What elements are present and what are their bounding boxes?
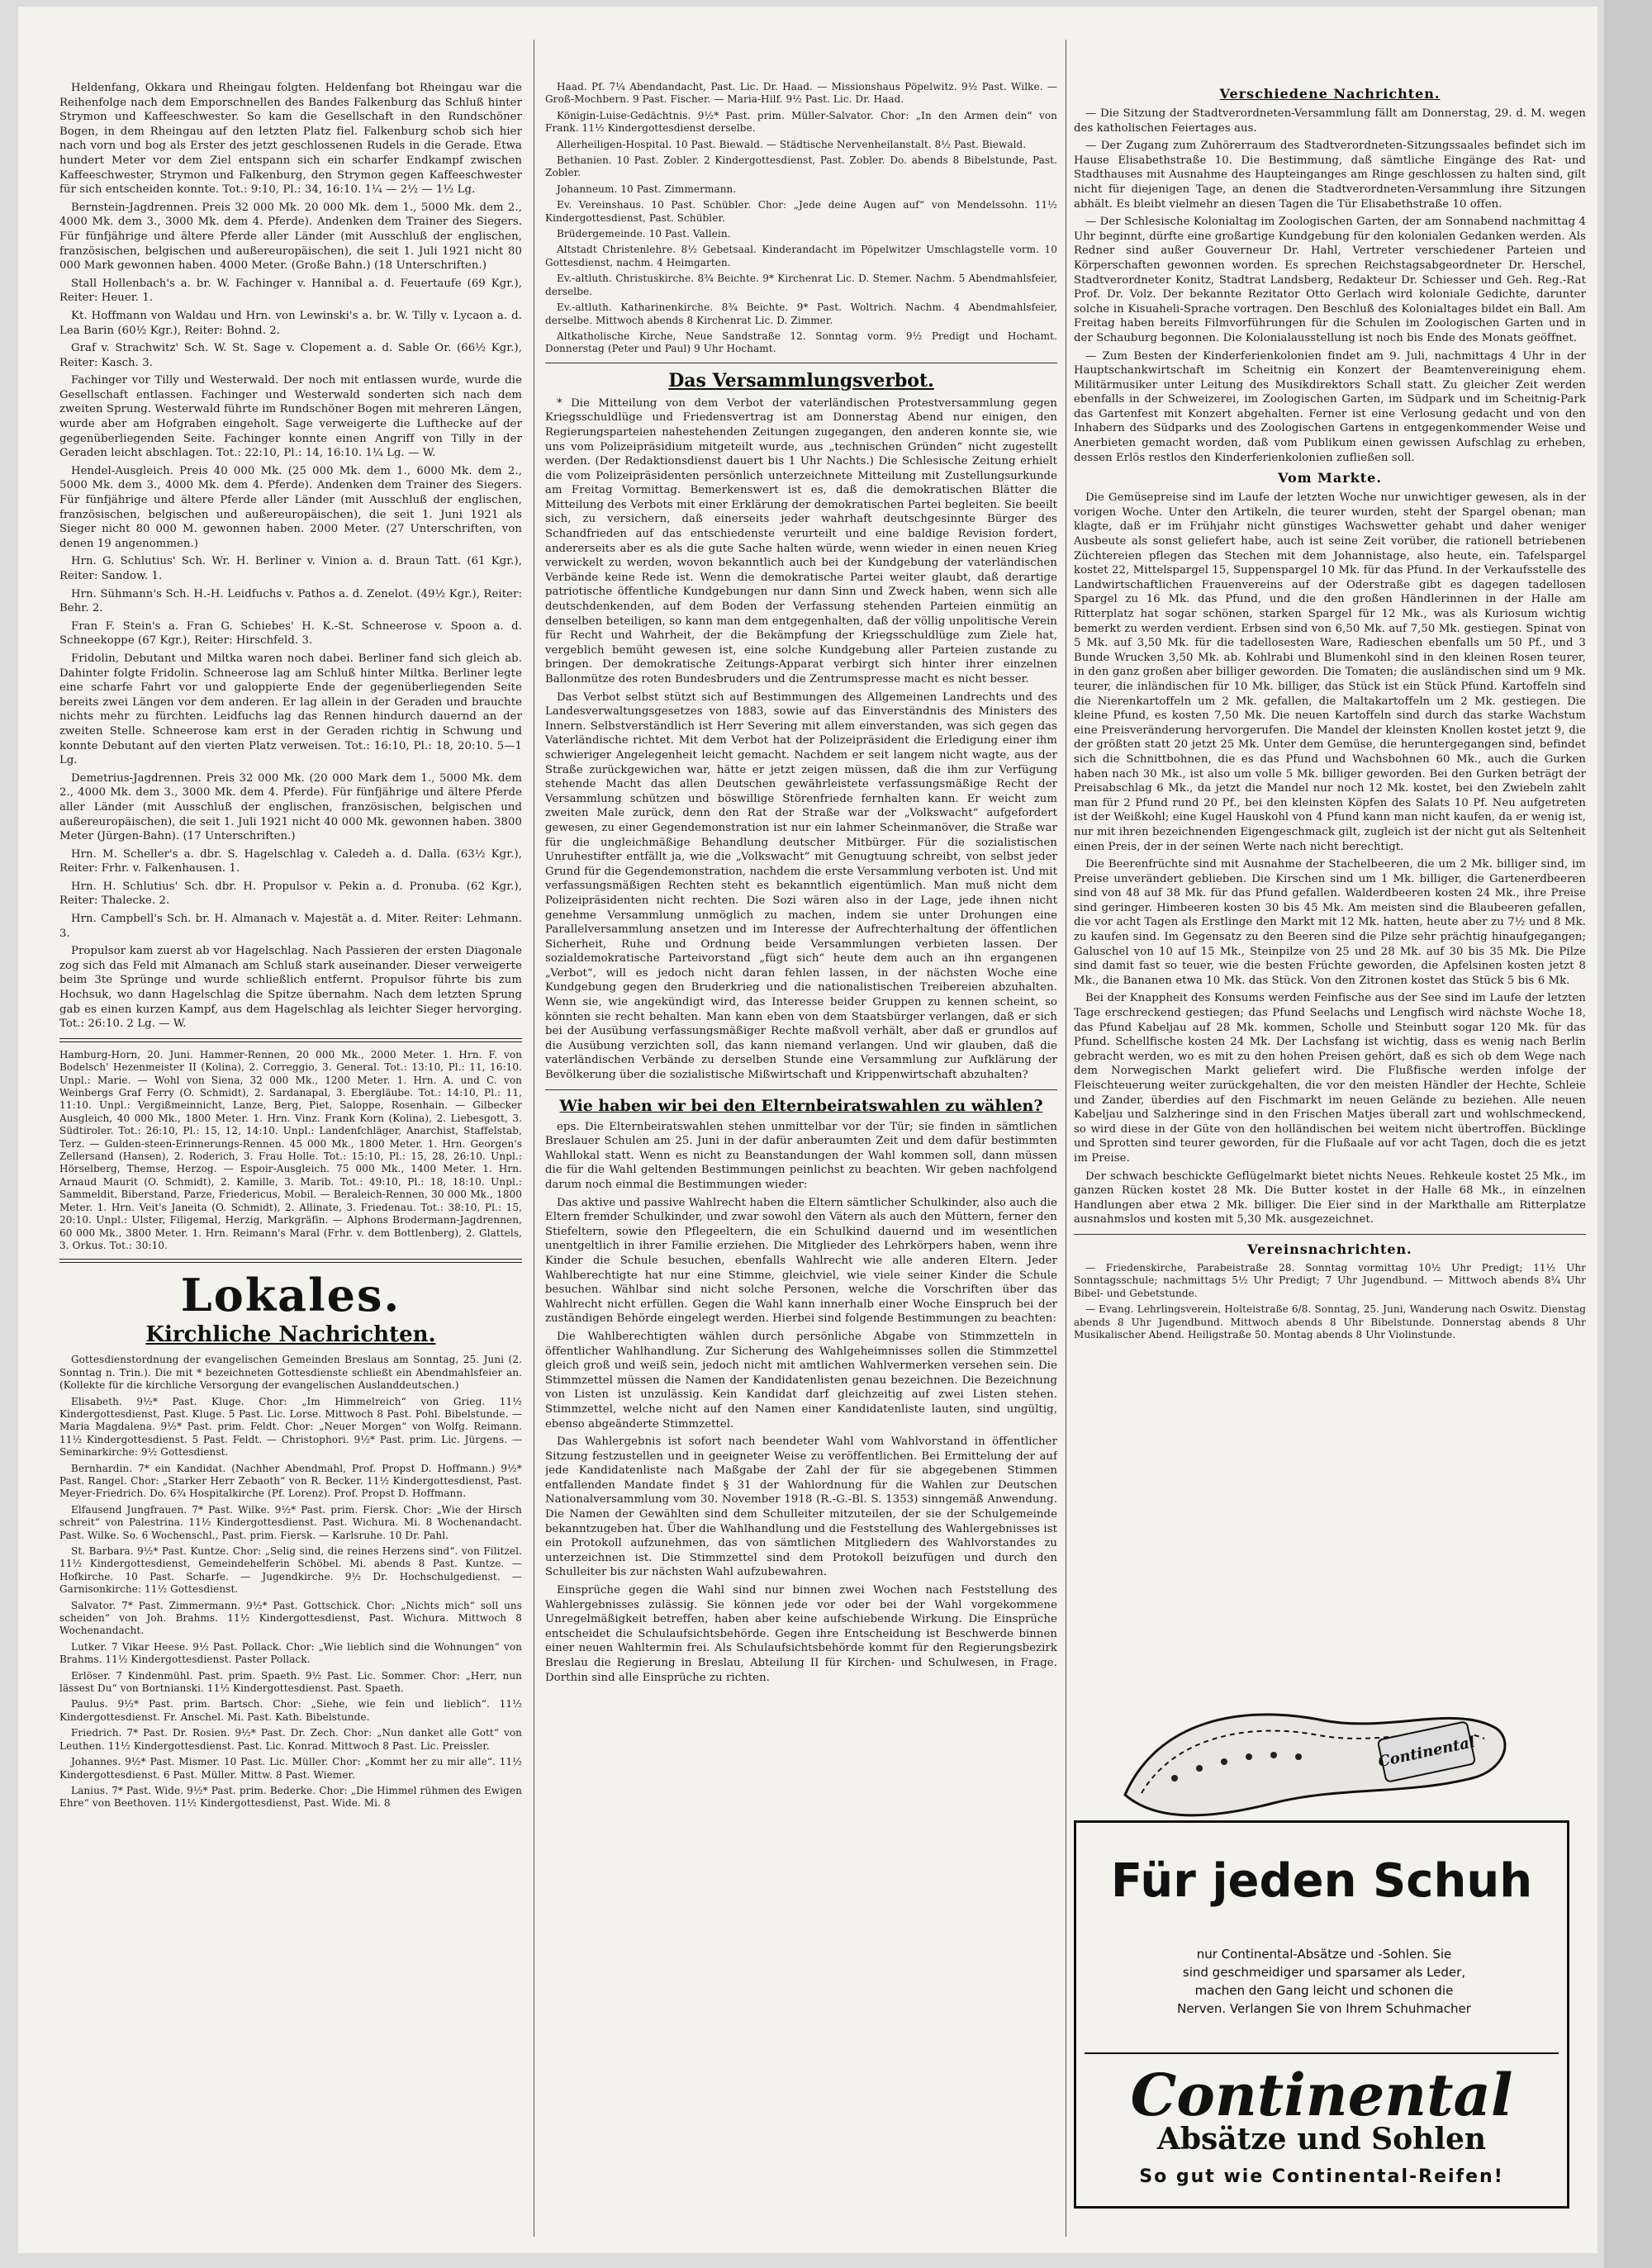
ad-text-line: Nerven. Verlangen Sie von Ihrem Schuhmacher xyxy=(1177,2001,1471,2016)
paragraph: Elisabeth. 9½* Past. Kluge. Chor: „Im Himmelreich“ von Grieg. 11½ Kindergottesdienst, Past. Kluge. 5 Past. Lic. Lorse. Mittwoch 8 Past. Pohl. Bibelstunde. — Maria Magdalena. 9½* Past. prim. Feldt. Chor: „Neuer Morgen“ von Wolfg. Reimann. 11½ Kindergottesdienst. 5 Past. Feldt. — Christophori. 9½* Past. prim. Lic. Jürgens. — Seminarkirche: 9½ Gottesdienst. xyxy=(59,1395,522,1459)
versammlungsverbot-article xyxy=(545,396,1057,1083)
kirchliche-nachrichten-heading: Kirchliche Nachrichten. xyxy=(145,1322,436,1348)
elternbeirat-article xyxy=(545,1120,1057,1686)
paragraph: Johannes. 9½* Past. Mismer. 10 Past. Lic. Müller. Chor: „Kommt her zu mir alle“. 11½ Kindergottesdienst. 6 Past. Müller. Mittw. 8 Past. Wiemer. xyxy=(59,1756,522,1781)
paragraph: Ev.-altluth. Katharinenkirche. 8¾ Beichte. 9* Past. Woltrich. Nachm. 4 Abendmahlsfeier, derselbe. Mittwoch abends 8 Kirchenrat Lic. D. Zimmer. xyxy=(545,301,1057,326)
church-notices-continued xyxy=(545,81,1057,356)
paragraph: Ev.-altluth. Christuskirche. 8¾ Beichte. 9* Kirchenrat Lic. D. Stemer. Nachm. 5 Abendmahlsfeier, derselbe. xyxy=(545,273,1057,297)
paragraph: — Zum Besten der Kinderferienkolonien findet am 9. Juli, nachmittags 4 Uhr in der Hauptschankwirtschaft im Scheitnig ein Konzert der Beamtenvereinigung ehem. Militärmusiker unter Leitung des Musikdirektors Schall statt. Zu gleicher Zeit werden ebenfalls in der Schweizerei, im Zoologischen Garten, im Südpark und im Scheitnig-Park das Gartenfest mit Konzert abgehalten. Ferner ist eine Verlosung gedacht und von den Inhabern des Südparks und des Zoologischen Gartens in entgegenkommender Weise und Anerbieten gemacht worden, daß vom Publikum einen gewissen Aufschlag zu erheben, dessen Erlös restlos den Kinderferienkolonien zufließen soll. xyxy=(1074,349,1586,464)
paragraph: Hrn. Campbell's Sch. br. H. Almanach v. Majestät a. d. Miter. Reiter: Lehmann. 3. xyxy=(59,913,522,940)
paragraph: Fachinger vor Tilly und Westerwald. Der noch mit entlassen wurde, wurde die Gesellschaft entlassen. Fachinger und Westerwald sonderten sich nach dem zweiten Sprung. Westerwald führte im Rundschöner Bogen mit mehreren Längen, wurde aber am Hofgraben eingeholt. Sage verweigerte die Lufthecke auf der gegenüberliegenden Seite. Fachinger konnte einen Angriff von Tilly in der Geraden leicht abschlagen. Tot.: 22:10, Pl.: 14, 16:10. 1¼ Lg. — W. xyxy=(59,374,522,460)
racing-results-hamburg xyxy=(59,1049,522,1253)
paragraph: Gottesdienstordnung der evangelischen Gemeinden Breslaus am Sonntag, 25. Juni (2. Sonntag n. Trin.). Die mit * bezeichneten Gottesdienste schließt ein Abendmahlsfeier an. (Kollekte für die kirchliche Versorgung der evangelischen Auslanddeutschen.) xyxy=(59,1354,522,1392)
paragraph: * Die Mitteilung von dem Verbot der vaterländischen Protestversammlung gegen Kriegsschuldlüge und Friedensvertrag ist am Donnerstag Abend nur einigen, den Regierungsparteien nahestehenden Zeitungen zugegangen, den anderen konnte sie, wie uns vom Polizeipräsidium mitgeteilt wurde, aus „technischen Gründen“ nicht zugestellt werden. (Der Redaktionsdienst dauert bis 1 Uhr Nachts.) Die Schlesische Zeitung erhielt die vom Polizeipräsidenten persönlich unterzeichnete Mitteilung mit Zustellungsurkunde am Freitag Vormittag. Bemerkenswert ist es, daß die demokratischen Blätter die Mitteilung des Verbots mit einer Erklärung der demokratischen Partei begleiten. Sie beeilt sich, zu versichern, daß einerseits jeder wahrhaft deutschgesinnte Bürger des Schandfrieden auf das entschiedenste verurteilt und eine baldige Revision fordert, andererseits aber es als die gute Sache halten würde, wenn wieder in einen neuen Krieg verwickelt zu werden, wovon bekanntlich auch bei der Kundgebung der vaterländischen Verbände keine Rede ist. Wenn die demokratische Partei weiter glaubt, daß derartige patriotische öffentliche Kundgebungen nur dann Sinn und Zweck haben, wenn sich alle deutschdenkenden, auf dem Boden der Verfassung stehenden Parteien einmütig an denselben beteiligen, so kann man dem entgegenhalten, daß der völlig unpolitische Verein für Recht und Wahrheit, der die Bekämpfung der Kriegsschuldlüge zum Ziele hat, vergeblich bemüht gewesen ist, eine solche Kundgebung aller Parteien zustande zu bringen. Der demokratische Zeitungs-Apparat verbirgt sich hinter ihrer einzelnen Ballonmütze des roten Bundesbruders und die Zentrumspresse macht es nicht besser. xyxy=(545,396,1057,686)
paragraph: Allerheiligen-Hospital. 10 Past. Biewald. — Städtische Nervenheilanstalt. 8½ Past. Biewald. xyxy=(557,138,1027,150)
lokales-heading: Lokales. xyxy=(180,1269,401,1322)
paragraph: Graf v. Strachwitz' Sch. W. St. Sage v. Clopement a. d. Sable Or. (66½ Kgr.), Reiter: Kasch. 3. xyxy=(59,342,522,369)
paragraph: Hrn. M. Scheller's a. dbr. S. Hagelschlag v. Caledeh a. d. Dalla. (63½ Kgr.), Reiter: Frhr. v. Falkenhausen. 1. xyxy=(59,847,522,875)
paragraph: Bei der Knappheit des Konsums werden Feinfische aus der See sind im Laufe der letzten Tage erschreckend gestiegen; das Pfund Seelachs und Lengfisch wird nächste Woche 18, das Pfund Kabeljau auf 28 Mk. kommen, Scholle und Steinbutt sogar 120 Mk. für das Pfund. Schellfische kosten 24 Mk. Der Lachsfang ist wichtig, dass es wenig nach Berlin gebracht werden, wo es mit zu den hohen Preisen gehört, daß es sich ob dem Wege nach dem Norwegischen Markt geliefert wird. Die Flußfische werden infolge der Fleischteuerung weiter zurückgehalten, die vor den meisten Händler der Hechte, Schleie und Zander, überdies auf den Fischmarkt im neuen Gelände zu beziehen. Alle neuen Kabeljau und Salzheringe sind in den Frischen Matjes überall zart und wohlschmeckend, so wird diese in der Güte von den holländischen bei weitem nicht übertroffen. Bücklinge und Sprotten sind teurer geworden, für die Flußaale auf vor acht Tagen, doch die es jetzt im Preise. xyxy=(1074,992,1586,1165)
shoe-sole-illustration xyxy=(1108,1671,1521,1836)
column-2 xyxy=(545,81,1057,2237)
ad-text-line: nur Continental-Absätze und -Sohlen. Sie xyxy=(1196,1947,1452,1962)
verschiedene-nachrichten-heading: Verschiedene Nachrichten. xyxy=(1219,86,1441,102)
paragraph: — Friedenskirche, Parabeistraße 28. Sonntag vormittag 10½ Uhr Predigt; 11½ Uhr Sonntagsschule; nachmittags 5½ Uhr Predigt; 7 Uhr Jugendbund. — Mittwoch abends 8¼ Uhr Bibel- und Gebetstunde. xyxy=(1074,1261,1586,1299)
paragraph: — Der Zugang zum Zuhörerraum des Stadtverordneten-Sitzungssaales befindet sich im Hause Elisabethstraße 10. Die Bestimmung, daß sämtliche Eingänge des Rat- und Stadthauses mit Ausnahme des Haupteinganges am Ringe geschlossen zu halten sind, gilt nicht für diejenigen Tage, an denen die Stadtverordneten-Versammlung ihre Sitzungen abhält. Es bleibt vielmehr an diesen Tagen die Tür Elisabethstraße 10 offen. xyxy=(1074,140,1586,211)
ad-slogan: So gut wie Continental-Reifen! xyxy=(1139,2166,1504,2187)
paragraph: Stall Hollenbach's a. br. W. Fachinger v. Hannibal a. d. Feuertaufe (69 Kgr.), Reiter: Heuer. 1. xyxy=(59,277,522,305)
paragraph: Lutker. 7 Vikar Heese. 9½ Past. Pollack. Chor: „Wie lieblich sind die Wohnungen“ von Brahms. 11½ Kindergottesdienst. Paster Pollack. xyxy=(59,1640,522,1666)
paragraph: Altkatholische Kirche, Neue Sandstraße 12. Sonntag vorm. 9½ Predigt und Hochamt. Donnerstag (Peter und Paul) 9 Uhr Hochamt. xyxy=(545,330,1057,355)
paragraph: Salvator. 7* Past. Zimmermann. 9½* Past. Gottschick. Chor: „Nichts mich“ soll uns scheiden“ von Joh. Brahms. 11½ Kindergottesdienst, Past. Wichura. Mittwoch 8 Wochenandacht. xyxy=(59,1599,522,1637)
paragraph: Hendel-Ausgleich. Preis 40 000 Mk. (25 000 Mk. dem 1., 6000 Mk. dem 2., 5000 Mk. dem 3., 4000 Mk. dem 4. Pferde). Andenken dem Trainer des Siegers. Für fünfjährige und ältere Pferde aller Länder (mit Ausschluß der englischen, französischen, belgischen und außereuropäischen), die seit 1. Juni 1921 als Sieger nicht 80 000 M. gewonnen haben. 2000 Meter. (27 Unterschriften, von denen 19 angenommen.) xyxy=(59,464,522,550)
paragraph: Hrn. H. Schlutius' Sch. dbr. H. Propulsor v. Pekin a. d. Pronuba. (62 Kgr.), Reiter: Thalecke. 2. xyxy=(59,880,522,908)
paragraph: Heldenfang, Okkara und Rheingau folgten. Heldenfang bot Rheingau war die Reihenfolge nach dem Emporschnellen des Bandes Falkenburg das Schluß hinter Strymon und Kaffeeschwester. So kam die Gesellschaft in den Rundschöner Bogen, in dem Rheingau auf den letzten Platz fiel. Falkenburg schob sich hier nach vorn und bog als Erster des jetzt geschlossenen Rudels in die Gerade. Etwa hundert Meter vor dem Ziel entspann sich ein scharfer Endkampf zwischen Kaffeeschwester, Strymon und Falkenburg, den Strymon gegen Kaffeeschwester für sich entscheiden konnte. Tot.: 9:10, Pl.: 34, 16:10. 1¼ — 2½ — 1½ Lg. xyxy=(59,82,522,197)
paragraph: Elfausend Jungfrauen. 7* Past. Wilke. 9½* Past. prim. Fiersk. Chor: „Wie der Hirsch schreit“ von Palestrina. 11½ Kindergottesdienst. Past. Wichura. Mi. 8 Wochenandacht. Past. Wilke. So. 6 Wochenschl., Past. prim. Fiersk. — Karlsruhe. 10 Dr. Pahl. xyxy=(59,1503,522,1541)
paragraph: Bernstein-Jagdrennen. Preis 32 000 Mk. 20 000 Mk. dem 1., 5000 Mk. dem 2., 4000 Mk. dem 3., 3000 Mk. dem 4. Pferde). Andenken dem Trainer des Siegers. Für fünfjährige und ältere Pferde aller Länder (mit Ausschluß der englischen, französischen, belgischen und außereuropäischen), die seit 1. Juli 1921 nicht 80 000 Mark gewonnen haben. 4000 Meter. (Große Bahn.) (18 Unterschriften.) xyxy=(59,201,522,273)
racing-results-top xyxy=(59,81,522,1032)
separator xyxy=(545,1089,1057,1090)
paragraph: Johanneum. 10 Past. Zimmermann. xyxy=(557,183,737,195)
separator xyxy=(59,1259,522,1263)
column-1 xyxy=(59,81,522,2237)
paragraph: Propulsor kam zuerst ab vor Hagelschlag. Nach Passieren der ersten Diagonale zog sich das Feld mit Almanach am Schluß stark auseinander. Dieser verweigerte beim 3te Sprünge und wurde schließlich entfernt. Propulsor führte bis zum Hochsuk, wo dann Hagelschlag die Spitze übernahm. Nach dem letzten Sprung gab es einen kurzen Kampf, aus dem Hagelschlag als leichter Sieger hervorging. Tot.: 26:10. 2 Lg. — W. xyxy=(59,945,522,1031)
paragraph: Fran F. Stein's a. Fran G. Schiebes' H. K.-St. Schneerose v. Spoon a. d. Schneekoppe (67 Kgr.), Reiter: Hirschfeld. 3. xyxy=(59,619,522,648)
ad-title: Für jeden Schuh xyxy=(1110,1854,1533,1908)
paragraph: Demetrius-Jagdrennen. Preis 32 000 Mk. (20 000 Mark dem 1., 5000 Mk. dem 2., 4000 Mk. dem 3., 3000 Mk. dem 4. Pferde). Für fünfjährige und ältere Pferde aller Länder (mit Ausschluß der englischen, französischen, belgischen und außereuropäischen), die seit 1. Juli 1921 nicht 40 000 Mk. gewonnen haben. 3800 Meter (Jürgen-Bahn). (17 Unterschriften.) xyxy=(59,771,522,843)
paragraph: Erlöser. 7 Kindenmühl. Past. prim. Spaeth. 9½ Past. Lic. Sommer. Chor: „Herr, nun lässest Du“ von Bortnianski. 11½ Kindergottesdienst. Past. Spaeth. xyxy=(59,1669,522,1695)
paragraph: Hrn. Sühmann's Sch. H.-H. Leidfuchs v. Pathos a. d. Zenelot. (49½ Kgr.), Reiter: Behr. 2. xyxy=(59,587,522,615)
paragraph: — Evang. Lehrlingsverein, Holteistraße 6/8. Sonntag, 25. Juni, Wanderung nach Oswitz. Dienstag abends 8 Uhr Jugendbund. Mittwoch abends 8 Uhr Bibelstunde. Donnerstag abends 8 Uhr Musikalischer Abend. Heiligstraße 50. Montag abends 8 Uhr Violinstunde. xyxy=(1074,1303,1586,1340)
vom-markte-heading: Vom Markte. xyxy=(1278,470,1382,486)
paragraph: Kt. Hoffmann von Waldau und Hrn. von Lewinski's a. br. W. Tilly v. Lycaon a. d. Lea Barin (60½ Kgr.), Reiter: Bohnd. 2. xyxy=(59,309,522,337)
paragraph: Ev. Vereinshaus. 10 Past. Schübler. Chor: „Jede deine Augen auf“ von Mendelssohn. 11½ Kindergottesdienst, Past. Schübler. xyxy=(545,199,1057,224)
elternbeirat-heading: Wie haben wir bei den Elternbeiratswahlen zu wählen? xyxy=(559,1096,1043,1115)
separator xyxy=(59,1038,522,1042)
ad-text-line: sind geschmeidiger und sparsamer als Leder, xyxy=(1182,1965,1466,1980)
paragraph: Das Verbot selbst stützt sich auf Bestimmungen des Allgemeinen Landrechts und des Landesverwaltungsgesetzes von 1883, sowie auf das Einverständnis des Ministers des Innern. Selbstverständlich ist Herr Severing mit allem einverstanden, was sich gegen das Vaterländische richtet. Mit dem Verbot hat der Polizeipräsident die Erledigung einer ihm schwieriger Angelegenheit leicht gemacht. Nachdem er seit langem nicht wagte, aus der Straße zurückgewichen war, hätte er jetzt zeigen müssen, daß die ihm zur Verfügung stehende Macht das allen Deutschen gewährleistete verfassungsmäßige Recht der Versammlung schützen und böswillige Störenfriede fernhalten kann. Er weicht zum zweiten Male zurück, denn den Rat der Straße war der „Volkswacht“ aufgefordert gewesen, zu einer Gegendemonstration ist nur ein lahmer Scheinmanöver, die Straße war für die ungleichmäßige Behandlung deutscher Mitbürger. Für die sozialistischen Unruhestifter entfällt ja, wie die „Volkswacht“ mit Genugtuung schreibt, von selbst jeder Grund für die Gegendemonstration, nachdem die erste Versammlung verboten ist. Und mit verfassungsmäßigen Rechten steht es bekanntlich eigentümlich. Man muß nicht dem Polizeipräsidenten nicht rechten. Die Sozi wären also in der Lage, jede ihnen nicht genehme Versammlung unmöglich zu machen, indem sie unter Drohungen eine Parallelversammlung ansetzen und im Interesse der Aufrechterhaltung der öffentlichen Sicherheit, Ruhe und Ordnung beide Versammlungen verbieten lassen. Der sozialdemokratische Parteivorstand „fügt sich“ heute dem auch an ihn ergangenen „Verbot“, will es jedoch nicht daran fehlen lassen, in der nächsten Woche eine Kundgebung gegen den Bruderkrieg und die nationalistischen Treibereien abzuhalten. Wenn sie, wie angekündigt wird, das Interesse beider Gruppen zu kennen scheint, so könnten sie recht behalten. Man kann eben von dem Staatsbürger verlangen, daß er sich bei der Ausübung verfassungsmäßiger Rechte maßvoll verhält, aber daß er grundlos auf die Ausübung verzichten soll, das kann niemand verlangen. Und wir glauben, daß die vaterländischen Verbände zu derselben Stunde eine Versammlung zur Aufklärung der Bevölkerung über die sozialistische Mißwirtschaft und Krippenwirtschaft abzuhalten? xyxy=(545,690,1057,1082)
continental-advertisement xyxy=(1074,1820,1569,2209)
paragraph: Altstadt Christenlehre. 8½ Gebetsaal. Kinderandacht im Pöpelwitzer Umschlagstelle vorm. 10 Gottesdienst, nachm. 4 Heimgarten. xyxy=(545,244,1057,268)
paragraph: — Der Schlesische Kolonialtag im Zoologischen Garten, der am Sonnabend nachmittag 4 Uhr beginnt, dürfte eine großartige Kundgebung für den kolonialen Gedanken werden. Als Redner sind außer Gouverneur Dr. Hahl, Vertreter verschiedener Parteien und Körperschaften gewonnen worden. Es sprechen Reichstagsabgeordneter Dr. Herschel, Stadtverordneter Konitz, Stadtrat Landsberg, Redakteur Dr. Schiesser und Geh. Reg.-Rat Prof. Dr. Volz. Der bekannte Rezitator Otto Gerlach wird koloniale Gedichte, darunter solche in Kisuaheli-Sprache vortragen. Den Beschluß des Kolonialtages bildet ein Ball. Am Freitag haben bereits Filmvorführungen für die Schulen im Zoologischen Garten und in der Schauburg begonnen. Die Kolonialausstellung ist noch bis Ende des Monats geöffnet. xyxy=(1074,216,1586,344)
paragraph: Haad. Pf. 7¼ Abendandacht, Past. Lic. Dr. Haad. — Missionshaus Pöpelwitz. 9½ Past. Wilke. — Groß-Mochbern. 9 Past. Fischer. — Maria-Hilf. 9½ Past. Lic. Dr. Haad. xyxy=(545,81,1057,106)
paragraph: Hamburg-Horn, 20. Juni. Hammer-Rennen, 20 000 Mk., 2000 Meter. 1. Hrn. F. von Bodelsch' Hezenmeister II (Kolina), 2. Correggio, 3. General. Tot.: 13:10, Pl.: 11, 16:10. Unpl.: Marie. — Wohl von Siena, 32 000 Mk., 1200 Meter. 1. Hrn. A. und C. von Weinbergs Graf Ferry (O. Schmidt), 2. Sardanapal, 3. Ebergläube. Tot.: 14:10, Pl.: 11, 11:10. Unpl.: Vergißmeinnicht, Lanze, Berg, Piet, Saloppe, Rosenhain. — Gilbecker Ausgleich, 40 000 Mk., 1800 Meter. 1. Hrn. Vinz. Frank Korn (Kolina), 2. Liebesgott, 3. Südtiroler. Tot.: 26:10, Pl.: 15, 12, 14:10. Unpl.: Landenfchläger, Anarchist, Staffelstab, Terz. — Gulden-steen-Erinnerungs-Rennen. 45 000 Mk., 1800 Meter. 1. Hrn. Georgen's Zellersand (Hansen), 2. Roderich, 3. Frau Holle. Tot.: 15:10, Pl.: 15, 28, 26:10. Unpl.: Hörselberg, Themse, Herzog. — Espoir-Ausgleich. 75 000 Mk., 1400 Meter. 1. Hrn. Arnaud Maurit (O. Schmidt), 2. Kamille, 3. Marib. Tot.: 49:10, Pl.: 18, 18:10. Unpl.: Sammeldit, Biberstand, Parze, Friedericus, Mobil. — Beraleich-Rennen, 30 000 Mk., 1800 Meter. 1. Hrn. Veit's Janeita (O. Schmidt), 2. Allinate, 3. Friedenau. Tot.: 38:10, Pl.: 15, 20:10. Unpl.: Ulster, Filigemal, Herzig, Markgräfin. — Alphons Brodermann-Jagdrennen, 60 000 Mk., 3800 Meter. 1. Hrn. Reimann's Maral (Frhr. v. dem Bottlenberg), 2. Glattels, 3. Orkus. Tot.: 30:10. xyxy=(59,1048,522,1251)
vereinsnachrichten xyxy=(1074,1262,1586,1341)
paragraph: Bernhardin. 7* ein Kandidat. (Nachher Abendmahl, Prof. Propst D. Hoffmann.) 9½* Past. Rangel. Chor: „Starker Herr Zebaoth“ von R. Becker. 11½ Kindergottesdienst, Past. Meyer-Friedrich. Do. 6¾ Hospitalkirche (Pf. Lorenz). Prof. Propst D. Hoffmann. xyxy=(59,1462,522,1500)
vom-markte-article xyxy=(1074,491,1586,1227)
separator xyxy=(1074,1234,1586,1235)
scanner-margin xyxy=(1604,0,1652,2268)
ad-brand-subline: Absätze und Sohlen xyxy=(1156,2122,1487,2156)
newspaper-page xyxy=(18,7,1597,2253)
paragraph: Königin-Luise-Gedächtnis. 9½* Past. prim. Müller-Salvator. Chor: „In den Armen dein“ von Frank. 11½ Kindergottesdienst derselbe. xyxy=(545,109,1057,135)
paragraph: Die Beerenfrüchte sind mit Ausnahme der Stachelbeeren, die um 2 Mk. billiger sind, im Preise unverändert geblieben. Die Kirschen sind um 1 Mk. billiger, die Gartenerdbeeren sind von 48 auf 38 Mk. für das Pfund gefallen. Walderdbeeren kosten 24 Mk., ihre Preise sind geringer. Himbeeren kosten 30 bis 45 Mk. Am meisten sind die Blaubeeren gefallen, die vor acht Tagen als Erstlinge den Markt mit 12 Mk. hatten, heute aber zu 7½ und 8 Mk. zu kaufen sind. Im Gegensatz zu den Beeren sind die Pilze sehr prächtig hinaufgegangen; Galuschel von 10 auf 15 Mk., Steinpilze von 25 und 28 Mk. auf 30 bis 35 Mk. Die Pilze sind damit fast so teuer, wie die besten Früchte geworden, die Apfelsinen kosten jetzt 8 Mk., die Bananen etwa 10 Mk. das Stück. Von den Zitronen kostet das Stück 5 bis 6 Mk. xyxy=(1074,858,1586,987)
paragraph: Das aktive und passive Wahlrecht haben die Eltern sämtlicher Schulkinder, also auch die Eltern fremder Schulkinder, und zwar sowohl den Vätern als auch den Müttern, ferner den Stiefeltern, sowie den Pflegeeltern, die ein Schulkind dauernd und im wesentlichen unentgeltlich in ihrer Familie erziehen. Die Mitglieder des Lehrkörpers haben, wenn ihre Kinder die Schule besuchen, ebenfalls Wahlrecht wie alle anderen Eltern. Jeder Wahlberechtigte hat nur eine Stimme, gleichviel, wie viele seiner Kinder die Schule besuchen. Wählbar sind nicht solche Personen, welche die Vorschriften über das Wahlrecht nicht erfüllen. Gegen die Wahl kann innerhalb einer Woche Einspruch bei der zuständigen Behörde eingelegt werden. Hierbei sind folgende Bestimmungen zu beachten: xyxy=(545,1196,1057,1326)
paragraph: Bethanien. 10 Past. Zobler. 2 Kindergottesdienst, Past. Zobler. Do. abends 8 Bibelstunde, Past. Zobler. xyxy=(545,154,1057,179)
ad-brand: Continental xyxy=(1130,2061,1513,2129)
paragraph: Brüdergemeinde. 10 Past. Vallein. xyxy=(557,228,731,240)
verschiedene-nachrichten xyxy=(1074,107,1586,465)
paragraph: Die Wahlberechtigten wählen durch persönliche Abgabe von Stimmzetteln in öffentlicher Wahlhandlung. Zur Sicherung des Wahlgeheimnisses sollen die Stimmzettel gleich groß und weiß sein, jedoch nicht mit amtlichen Wahlvermerken versehen sein. Die Stimmzettel müssen die Namen der Kandidatenlisten genau bezeichnen. Die Bezeichnung von Listen ist unzulässig. Kein Kandidat darf gleichzeitig auf zwei Listen stehen. Stimmzettel, welche nicht auf den Namen einer Kandidatenliste lauten, sind ungültig, ebenso abgeänderte Stimmzettel. xyxy=(545,1330,1057,1431)
paragraph: Fridolin, Debutant und Miltka waren noch dabei. Berliner fand sich gleich ab. Dahinter folgte Fridolin. Schneerose lag am Schluß hinter Miltka. Berliner legte eine scharfe Fahrt vor und galoppierte Ende der gegenüberliegenden Seite bereits zwei Längen vor dem anderen. Er lag allein in der Geraden und brauchte nichts mehr zu fürchten. Leidfuchs lag das Rennen hindurch dauernd an der zweiten Stelle. Schneerose kam erst in der Geraden richtig in Schwung und konnte Debutant auf den vierten Platz verweisen. Tot.: 16:10, Pl.: 18, 20:10. 5—1 Lg. xyxy=(59,652,522,767)
paragraph: Hrn. G. Schlutius' Sch. Wr. H. Berliner v. Vinion a. d. Braun Tatt. (61 Kgr.), Reiter: Sandow. 1. xyxy=(59,555,522,582)
vereinsnachrichten-heading: Vereinsnachrichten. xyxy=(1247,1241,1412,1257)
paragraph: Der schwach beschickte Geflügelmarkt bietet nichts Neues. Rehkeule kostet 25 Mk., im ganzen Rücken kostet 28 Mk. Die Butter kostet in der Halle 68 Mk., in einzelnen Handlungen aber etwa 2 Mk. billiger. Die Eier sind in der Markthalle am Ritterplatze ausnahmslos und kosten mit 5,30 Mk. ausgezeichnet. xyxy=(1074,1170,1586,1227)
paragraph: Friedrich. 7* Past. Dr. Rosien. 9½* Past. Dr. Zech. Chor: „Nun danket alle Gott“ von Leuthen. 11½ Kindergottesdienst. Past. Lic. Konrad. Mittwoch 8 Past. Lic. Preissler. xyxy=(59,1727,522,1752)
paragraph: eps. Die Elternbeiratswahlen stehen unmittelbar vor der Tür; sie finden in sämtlichen Breslauer Schulen am 25. Juni in der dafür anberaumten Zeit und dem dafür bestimmten Wahllokal statt. Wenn es nicht zu Beanstandungen der Wahl kommen soll, dann müssen die für die Wahl geltenden Bestimmungen peinlichst zu beachten. Wir geben nachfolgend darum noch einmal die Bestimmungen wieder: xyxy=(545,1120,1057,1191)
paragraph: Paulus. 9½* Past. prim. Bartsch. Chor: „Siehe, wie fein und lieblich“. 11½ Kindergottesdienst. Fr. Anschel. Mi. Past. Kath. Bibelstunde. xyxy=(59,1698,522,1723)
ad-divider xyxy=(1085,2052,1559,2054)
ad-text-line: machen den Gang leicht und schonen die xyxy=(1194,1983,1454,1998)
church-notices xyxy=(59,1354,522,1810)
paragraph: Einsprüche gegen die Wahl sind nur binnen zwei Wochen nach Feststellung des Wahlergebnisses zulässig. Sie können jede vor oder bei der Wahl vorgekommene Unregelmäßigkeit betreffen, haben aber keine aufschiebende Wirkung. Die Einsprüche entscheidet die Schulaufsichtsbehörde. Gegen ihre Entscheidung ist Beschwerde binnen einer neuen Wahltermin frei. Als Schulaufsichtsbehörde kommt für den Regierungsbezirk Breslau die Regierung in Breslau, Abteilung II für Kirchen- und Schulwesen, in Frage. Dorthin sind alle Einsprüche zu richten. xyxy=(545,1584,1057,1684)
versammlungsverbot-heading: Das Versammlungsverbot. xyxy=(668,369,934,391)
paragraph: Lanius. 7* Past. Wide. 9½* Past. prim. Bederke. Chor: „Die Himmel rühmen des Ewigen Ehre“ von Beethoven. 11½ Kindergottesdienst, Past. Wide. Mi. 8 xyxy=(59,1784,522,1810)
paragraph: Die Gemüsepreise sind im Laufe der letzten Woche nur unwichtiger gewesen, als in der vorigen Woche. Unter den Artikeln, die teurer wurden, steht der Spargel obenan; man klagte, daß er im Frühjahr nicht günstiges Wachswetter gehabt und daher weniger Ausbeute als sonst geliefert habe, auch ist seine Zeit vorüber, die rationell betriebenen Züchtereien pflegen das Stechen mit dem Johannistage, also heute, ein. Tafelspargel kostet 22, Mittelspargel 15, Suppenspargel 10 Mk. für das Pfund. In der Verkaufsstelle des Landwirtschaftlichen Frauenvereins auf der Oderstraße gibt es dagegen tadellosen Spargel zu 16 Mk. das Pfund, und die den großen Händlerinnen in der Halle am Ritterplatz hat sogar schönen, starken Spargel für 12 Mk., was als Kuriosum wichtig bemerkt zu werden verdient. Erbsen sind von 6,50 Mk. auf 7,50 Mk. gestiegen. Spinat von 5 Mk. auf 3,50 Mk. für die tadellosesten Ware, Radieschen ebenfalls um 50 Pf., und 3 Bunde Wrucken 3,50 Mk. ab. Kohlrabi und Blumenkohl sind in den kleinen Rosen teurer, in den ganz großen aber billiger geworden. Die Tomaten; die ausländischen sind um 9 Mk. teurer, die inländischen für 10 Mk. billiger, das Stück ist ein Stück Pfund. Kartoffeln sind die Nierenkartoffeln um 2 Mk. gefallen, die Maltakartoffeln um 2 Mk. gestiegen. Die kleine Pfund, es kosten 7,50 Mk. Die neuen Kartoffeln sind durch das starke Wachstum eine Preisveränderung hervorgerufen. Die Mandel der kleinsten Knollen kostet jetzt 9, die der größten statt 20 jetzt 25 Mk. Unter dem Gemüse, die heruntergegangen sind, befindet sich die Schnittbohnen, die es das Pfund und Wachsbohnen 60 Mk., auch die Gurken haben nach 30 Mk., ist also um volle 5 Mk. billiger geworden. Bei den Gurken beträgt der Preisabschlag 6 Mk., da jetzt die Mandel nur noch 12 Mk. kostet, bei den Zwiebeln zahlt man für 2 Pfund rund 20 Pf., bei den kleinsten Köpfen des Salats 10 Pf. Neu aufgetreten ist der Weißkohl; eine Kugel Hauskohl von 4 Pfund kann man nicht kaufen, da er wenig ist, nur mit ihren bezeichnenden Eigengeschmack gilt, zugleich ist der nicht gut als Seltenheit einen Preis, der in der seinen Werte nach nicht berechtigt. xyxy=(1074,491,1586,853)
paragraph: Das Wahlergebnis ist sofort nach beendeter Wahl vom Wahlvorstand in öffentlicher Sitzung festzustellen und in geeigneter Weise zu veröffentlichen. Bei Ermittelung der auf jede Kandidatenliste nach Maßgabe der Zahl der für sie abgegebenen Stimmen entfallenden Mandate findet § 31 der Wahlordnung für die Wahlen zur Deutschen Nationalversammlung vom 30. November 1918 (R.-G.-Bl. S. 1353) sinngemäß Anwendung. Die Namen der Gewählten sind dem Schulleiter mitzuteilen, der sie der Schulgemeinde bekanntzugeben hat. Über die Wahlhandlung und die Feststellung des Wahlergebnisses ist ein Protokoll aufzunehmen, das von sämtlichen Mitgliedern des Wahlvorstandes zu unterzeichnen ist. Die Stimmzettel sind dem Protokoll beizufügen und durch den Schulleiter bis zur nächsten Wahl aufzubewahren. xyxy=(545,1435,1057,1579)
paragraph: St. Barbara. 9½* Past. Kuntze. Chor: „Selig sind, die reines Herzens sind“. von Filitzel. 11½ Kindergottesdienst, Gemeindehelferin Schöbel. Mi. abends 8 Past. Kuntze. — Hofkirche. 10 Past. Scharfe. — Jugendkirche. 9½ Dr. Hochschulgedienst. — Garnisonkirche: 11½ Gottesdienst. xyxy=(59,1545,522,1596)
column-3 xyxy=(1074,81,1586,1658)
paragraph: — Die Sitzung der Stadtverordneten-Versammlung fällt am Donnerstag, 29. d. M. wegen des katholischen Feiertages aus. xyxy=(1074,107,1586,135)
shoe-label: Continental xyxy=(1376,1733,1477,1772)
